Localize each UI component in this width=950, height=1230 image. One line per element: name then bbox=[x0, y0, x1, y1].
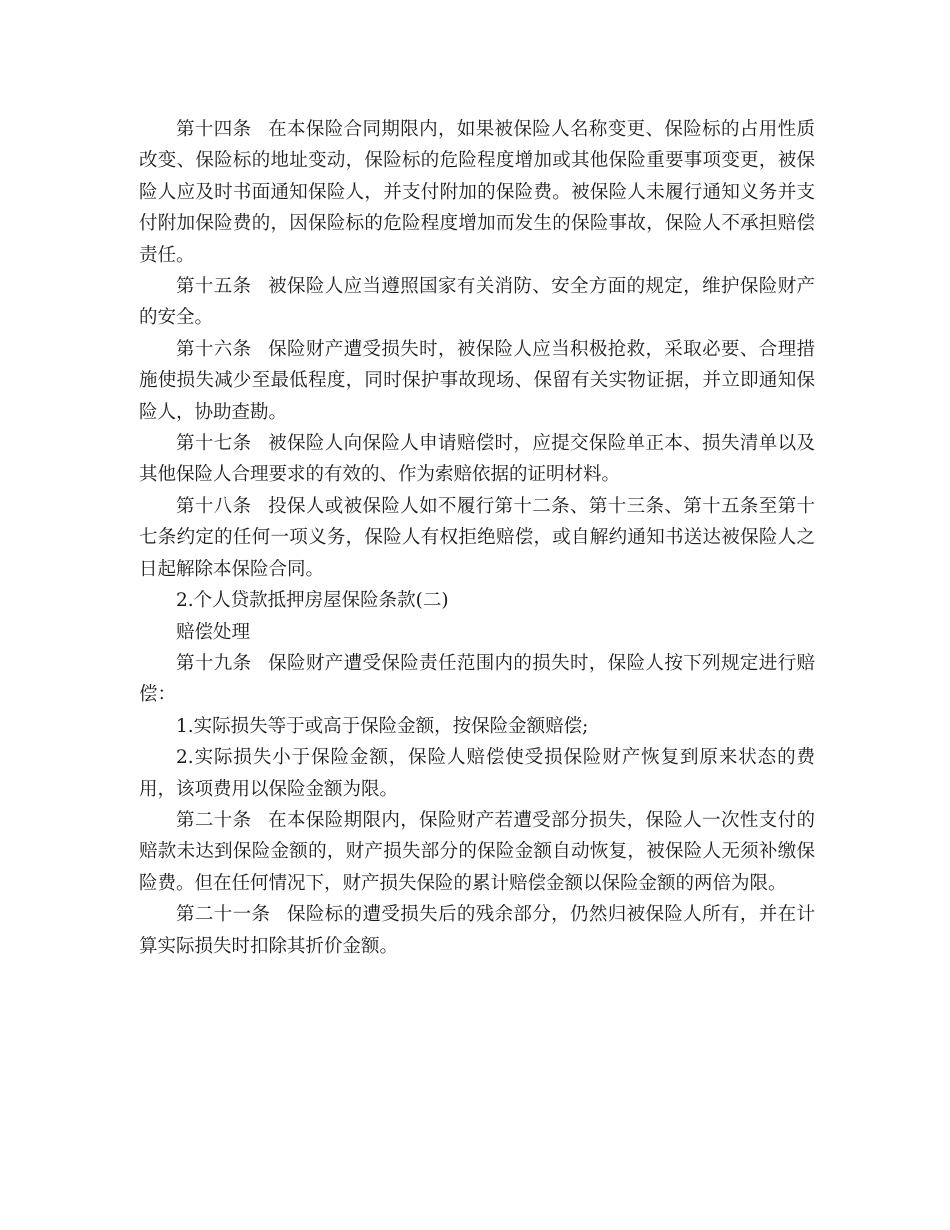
article-number: 第二十条 bbox=[176, 809, 252, 831]
paragraph-article-17 bbox=[139, 428, 815, 491]
article-text: 投保人或被保险人如不履行第十二条、第十三条、第十五条至第十七条约定的任何一项义务，保险人有权拒绝赔偿，或自解约通知书送达被保险人之日起解除本保险合同。 bbox=[139, 495, 815, 580]
list-item-1 bbox=[139, 711, 815, 742]
article-text: 被保险人应当遵照国家有关消防、安全方面的规定，维护保险财产的安全。 bbox=[139, 276, 815, 329]
article-text: 保险标的遭受损失后的残余部分，仍然归被保险人所有，并在计算实际损失时扣除其折价金额。 bbox=[139, 904, 815, 957]
article-text: 在本保险期限内，保险财产若遭受部分损失，保险人一次性支付的赔款未达到保险金额的，财产损失部分的保险金额自动恢复，被保险人无须补缴保险费。但在任何情况下，财产损失保险的累计赔偿金额以保险金额的两倍为限。 bbox=[139, 809, 815, 894]
paragraph-article-20 bbox=[139, 805, 815, 899]
paragraph-article-14 bbox=[139, 114, 815, 271]
article-text: 保险财产遭受保险责任范围内的损失时，保险人按下列规定进行赔偿： bbox=[139, 652, 815, 706]
paragraph-article-18 bbox=[139, 491, 815, 585]
paragraph-article-21 bbox=[139, 899, 815, 962]
article-number: 第二十一条 bbox=[176, 904, 271, 926]
subsection-heading-text: 赔偿处理 bbox=[176, 621, 251, 643]
article-text: 保险财产遭受损失时，被保险人应当积极抢救，采取必要、合理措施使损失减少至最低程度，同时保护事故现场、保留有关实物证据，并立即通知保险人，协助查勘。 bbox=[139, 338, 815, 423]
article-text: 在本保险合同期限内，如果被保险人名称变更、保险标的占用性质改变、保险标的地址变动，保险标的危险程度增加或其他保险重要事项变更，被保险人应及时书面通知保险人，并支付附加的保险费。被保险人未履行通知义务并支付附加保险费的，因保险标的危险程度增加而发生的保险事故，保险人不承担赔偿责任。 bbox=[139, 119, 815, 266]
paragraph-article-19 bbox=[139, 648, 815, 711]
article-text: 被保险人向保险人申请赔偿时，应提交保险单正本、损失清单以及其他保险人合理要求的有效的、作为索赔依据的证明材料。 bbox=[139, 433, 815, 486]
list-item-2 bbox=[139, 742, 815, 805]
article-number: 第十八条 bbox=[176, 495, 252, 517]
article-number: 第十九条 bbox=[176, 652, 252, 674]
section-title bbox=[139, 585, 815, 616]
list-item-text: 2.实际损失小于保险金额，保险人赔偿使受损保险财产恢复到原来状态的费用，该项费用以保险金额为限。 bbox=[139, 747, 815, 800]
article-number: 第十五条 bbox=[176, 276, 252, 298]
section-title-text: 2.个人贷款抵押房屋保险条款(二) bbox=[176, 590, 449, 612]
document-page bbox=[139, 114, 815, 962]
article-number: 第十四条 bbox=[176, 119, 252, 140]
paragraph-article-15 bbox=[139, 271, 815, 334]
list-item-text: 1.实际损失等于或高于保险金额，按保险金额赔偿; bbox=[176, 715, 589, 737]
article-number: 第十六条 bbox=[176, 338, 252, 360]
subsection-heading bbox=[139, 617, 815, 648]
paragraph-article-16 bbox=[139, 334, 815, 428]
article-number: 第十七条 bbox=[176, 433, 252, 455]
